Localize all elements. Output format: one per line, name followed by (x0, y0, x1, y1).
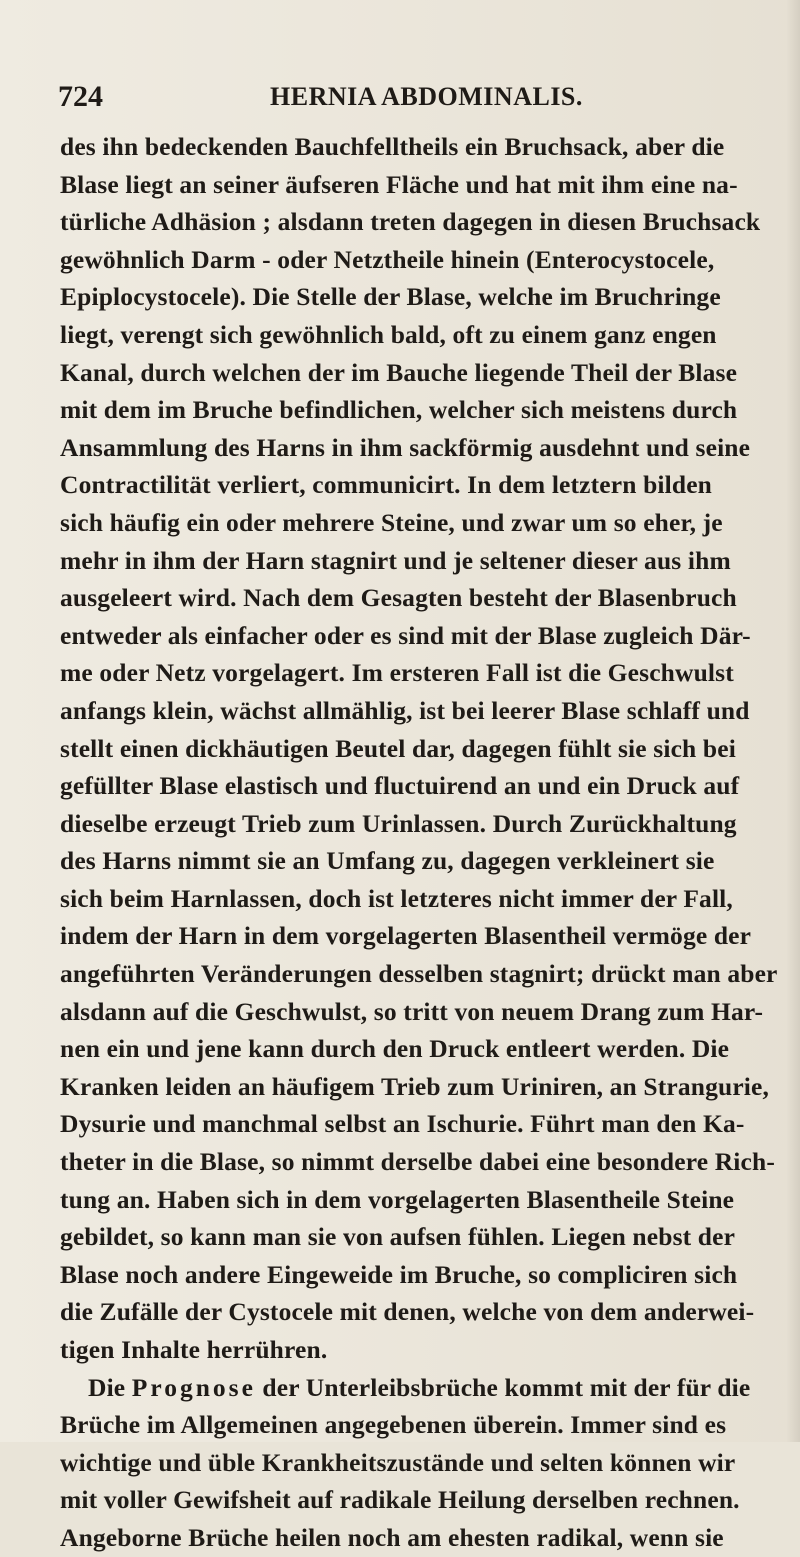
text-line: Contractilität verliert, communicirt. In dem letztern bilden (60, 470, 713, 500)
text-line: alsdann auf die Geschwulst, so tritt von neuem Drang zum Har- (60, 996, 764, 1026)
text-line: des ihn bedeckenden Bauchfelltheils ein Bruchsack, aber die (60, 132, 725, 161)
prognose-term: Prognose (131, 1372, 256, 1402)
text-line: Blase liegt an seiner äufseren Fläche und hat mit ihm eine na- (60, 169, 738, 199)
text-line: stellt einen dickhäutigen Beutel dar, dagegen fühlt sie sich bei (60, 733, 736, 763)
text-line: me oder Netz vorgelagert. Im ersteren Fall ist die Geschwulst (60, 658, 734, 688)
text-line: türliche Adhäsion ; alsdann treten dagegen in diesen Bruchsack (60, 207, 761, 237)
text-line: Blase noch andere Eingeweide im Bruche, so compliciren sich (60, 1259, 738, 1289)
text-line: mehr in ihm der Harn stagnirt und je seltener dieser aus ihm (60, 545, 731, 575)
text-line: sich beim Harnlassen, doch ist letzteres nicht immer der Fall, (60, 883, 733, 913)
text-line: sich häufig ein oder mehrere Steine, und zwar um so eher, je (60, 507, 723, 537)
text-line: Dysurie und manchmal selbst an Ischurie. Führt man den Ka- (60, 1109, 745, 1139)
body-text (60, 128, 780, 1557)
text-line: anfangs klein, wächst allmählig, ist bei leerer Blase schlaff und (60, 695, 750, 725)
text-line: entweder als einfacher oder es sind mit der Blase zugleich Där- (60, 620, 751, 650)
prognose-before: Die (88, 1372, 132, 1402)
text-line: Angeborne Brüche heilen noch am ehesten radikal, wenn sie (60, 1522, 724, 1552)
text-line: Epiplocystocele). Die Stelle der Blase, welche im Bruchringe (60, 282, 721, 312)
paragraph-start-line (60, 1369, 780, 1407)
page-header (58, 80, 758, 120)
text-line: indem der Harn in dem vorgelagerten Blasentheil vermöge der (60, 921, 752, 951)
page-number: 724 (58, 80, 103, 113)
text-line: angeführten Veränderungen desselben stagnirt; drückt man aber (60, 959, 778, 989)
text-line: gefüllter Blase elastisch und fluctuirend an und ein Druck auf (60, 771, 740, 801)
page-edge-shadow (786, 0, 800, 1442)
text-line: mit dem im Bruche befindlichen, welcher sich meistens durch (60, 395, 738, 425)
prognose-after: der Unterleibsbrüche kommt mit der für die (255, 1372, 751, 1402)
text-line: ausgeleert wird. Nach dem Gesagten besteht der Blasenbruch (60, 583, 737, 613)
text-line: Kranken leiden an häufigem Trieb zum Uriniren, an Strangurie, (60, 1071, 770, 1101)
text-line: wichtige und üble Krankheitszustände und selten können wir (60, 1447, 736, 1477)
text-line: tung an. Haben sich in dem vorgelagerten Blasentheile Steine (60, 1184, 735, 1214)
text-line: gebildet, so kann man sie von aufsen fühlen. Liegen nebst der (60, 1222, 736, 1252)
text-line: Ansammlung des Harns in ihm sackförmig ausdehnt und seine (60, 432, 751, 462)
text-line: liegt, verengt sich gewöhnlich bald, oft zu einem ganz engen (60, 319, 717, 349)
text-line: nen ein und jene kann durch den Druck entleert werden. Die (60, 1034, 730, 1064)
text-line: tigen Inhalte herrühren. (60, 1335, 328, 1364)
text-line: dieselbe erzeugt Trieb zum Urinlassen. Durch Zurückhaltung (60, 808, 737, 838)
text-line: Kanal, durch welchen der im Bauche liegende Theil der Blase (60, 357, 738, 387)
text-line: theter in die Blase, so nimmt derselbe dabei eine besondere Rich- (60, 1147, 775, 1177)
text-line: mit voller Gewifsheit auf radikale Heilung derselben rechnen. (60, 1485, 740, 1515)
text-line: die Zufälle der Cystocele mit denen, welche von dem anderwei- (60, 1297, 755, 1327)
text-line: Brüche im Allgemeinen angegebenen überein. Immer sind es (60, 1410, 727, 1440)
text-line: des Harns nimmt sie an Umfang zu, dagegen verkleinert sie (60, 846, 715, 876)
running-head: HERNIA ABDOMINALIS. (270, 82, 583, 111)
text-line: gewöhnlich Darm - oder Netztheile hinein (Enterocystocele, (60, 244, 715, 274)
